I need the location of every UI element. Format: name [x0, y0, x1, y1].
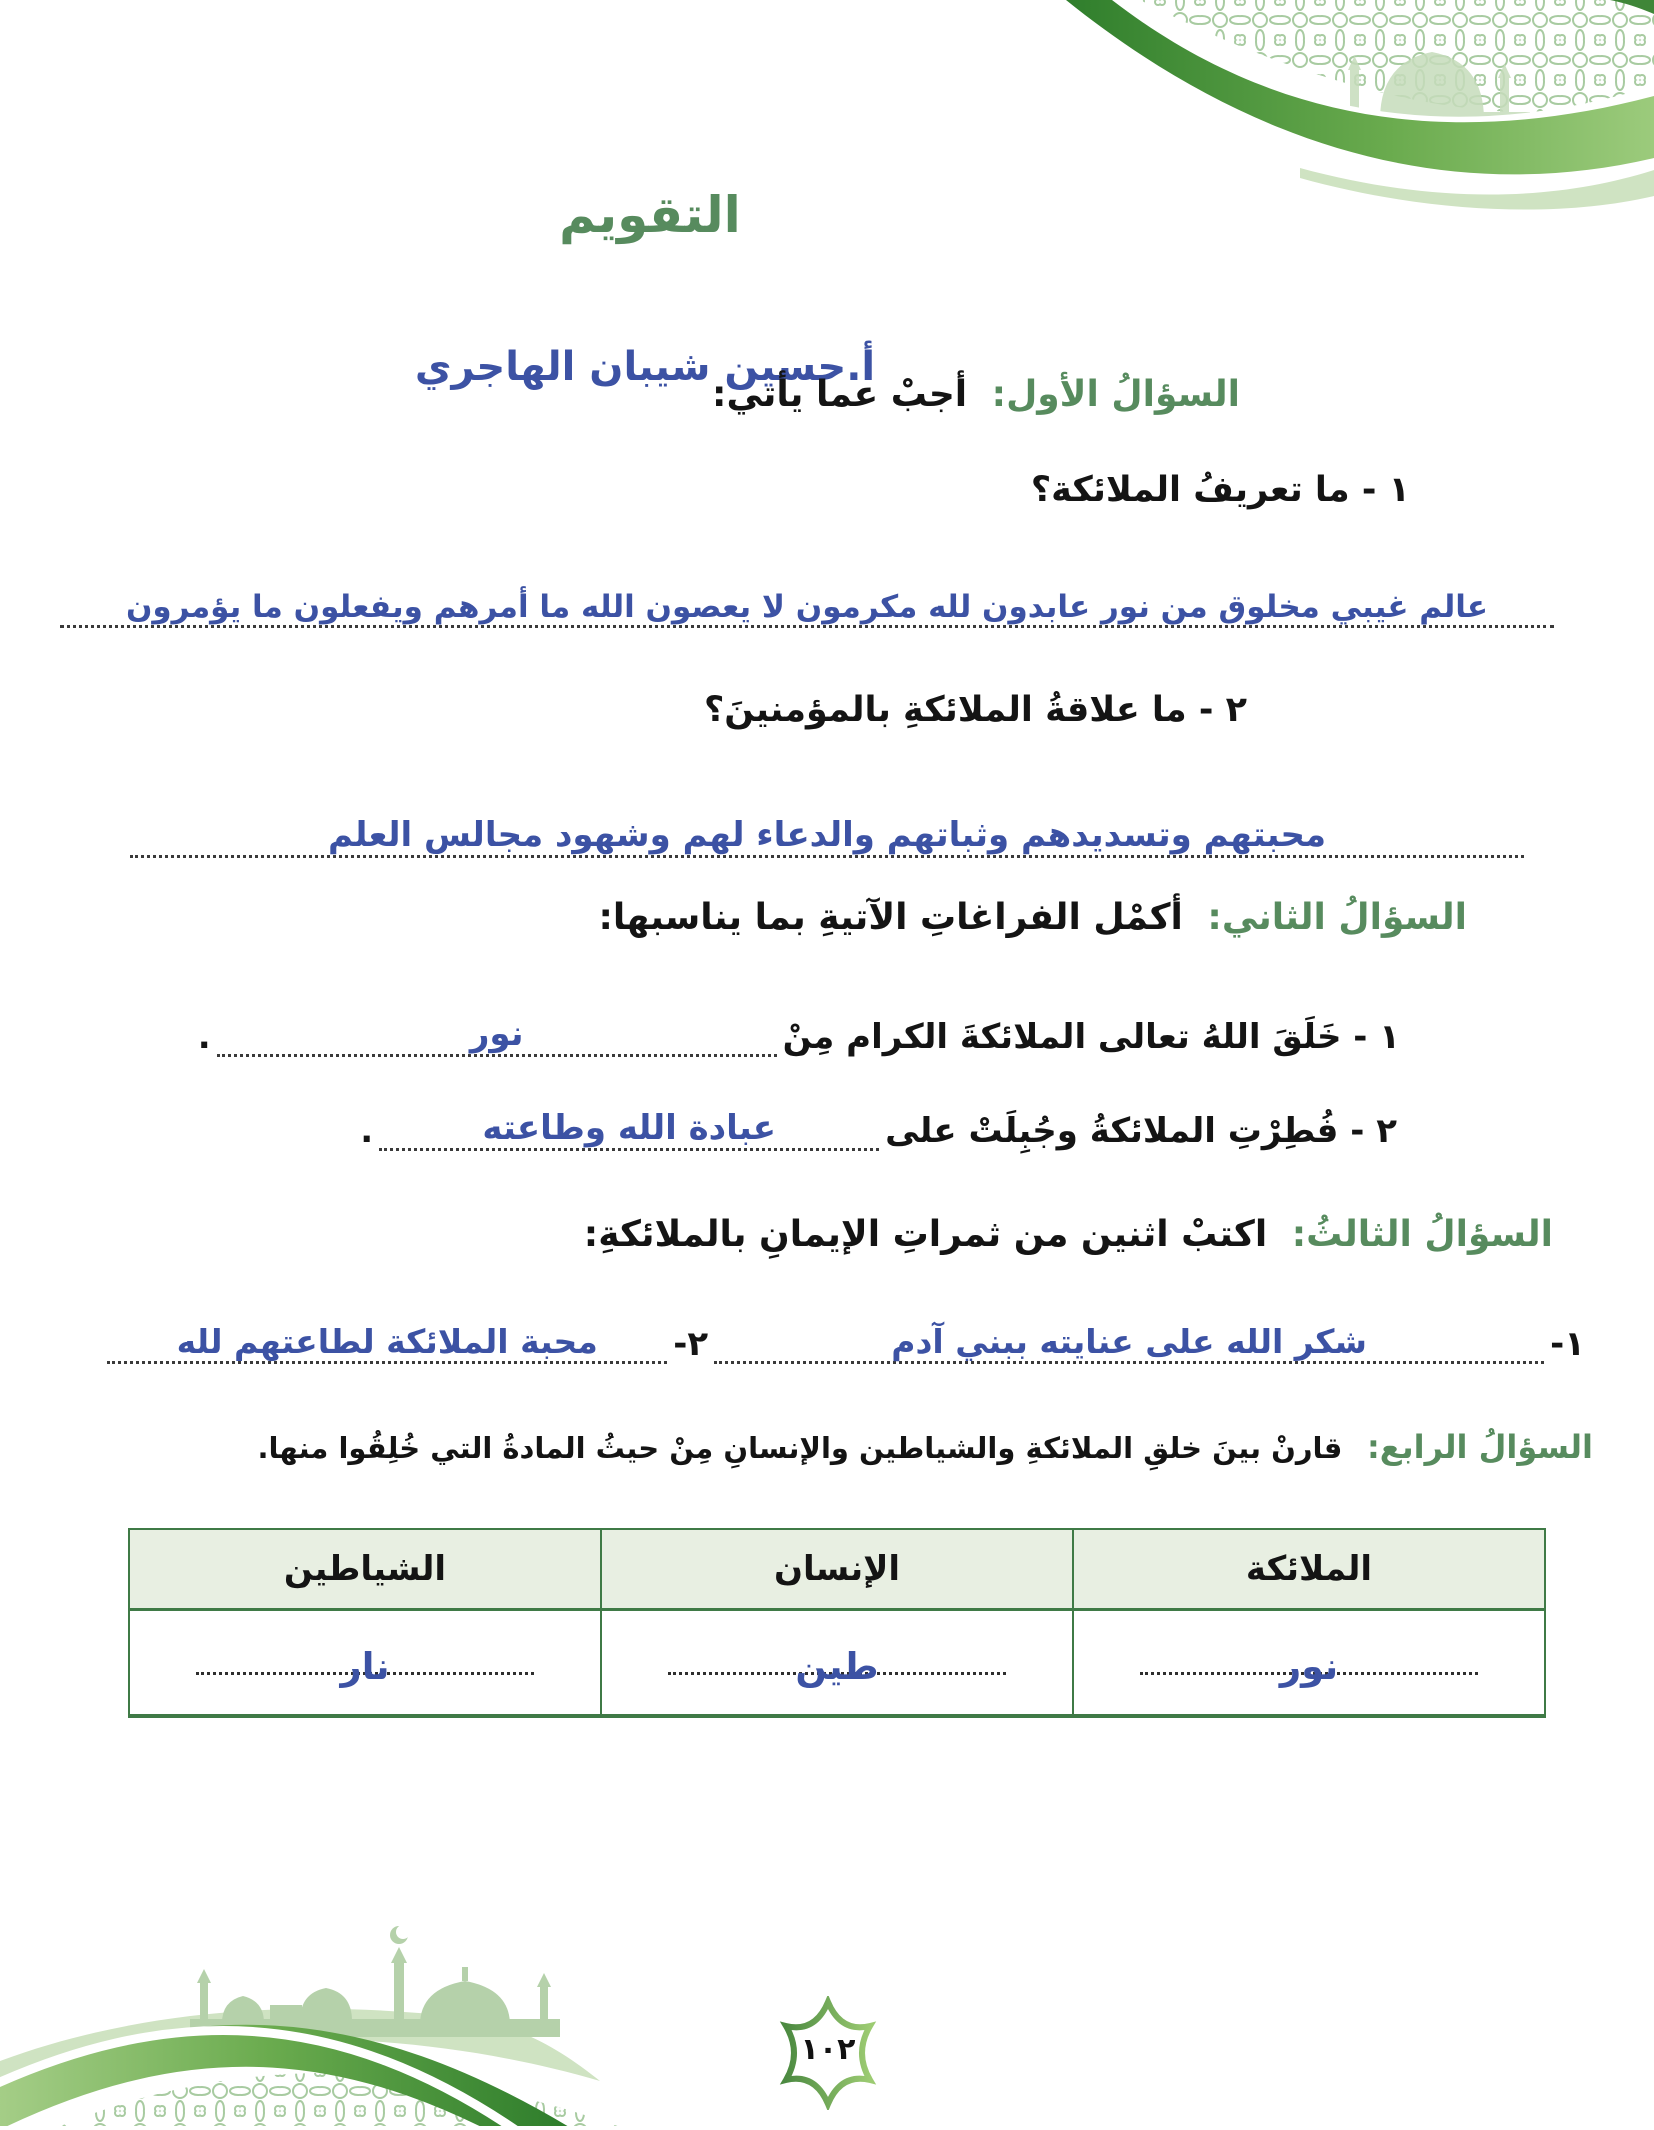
table-cell-devils — [129, 1609, 601, 1716]
table-cell-human — [601, 1609, 1073, 1716]
table-answer-devils: نار — [340, 1644, 390, 1688]
question4-header — [258, 1426, 1593, 1467]
q1-item1-answer-line — [60, 550, 1554, 628]
page-number: ١٠٢ — [800, 2031, 856, 2067]
question1-header — [712, 374, 1240, 415]
q1-item1-answer: عالم غيبي مخلوق من نور عابدون لله مكرمون لا يعصون الله ما أمرهم ويفعلون ما يؤمرون — [125, 589, 1489, 625]
question1-label: السؤالُ الأول: — [991, 374, 1240, 415]
table-header-human: الإنسان — [601, 1529, 1073, 1609]
comparison-table-answer-row — [129, 1609, 1545, 1716]
islamic-swoosh-mosque-icon — [0, 1911, 660, 2126]
table-answer-human: طين — [795, 1644, 879, 1688]
corner-ornament-bottom-left — [0, 1911, 660, 2126]
islamic-swoosh-icon — [1000, 0, 1654, 220]
q3-item2-answer: محبة الملائكة لطاعتهم لله — [176, 1322, 598, 1361]
table-header-angels: الملائكة — [1073, 1529, 1545, 1609]
q2-fill1-answer: نور — [469, 1014, 524, 1054]
table-blank-angels — [1140, 1629, 1478, 1688]
corner-ornament-top-right — [1000, 0, 1654, 220]
q3-item1-blank — [714, 1322, 1544, 1364]
q2-fill2-line — [360, 1108, 1397, 1151]
q2-fill1-text: ١ - خَلَقَ اللهُ تعالى الملائكةَ الكرام مِنْ — [782, 1017, 1400, 1057]
comparison-table-header-row — [129, 1529, 1545, 1609]
table-cell-angels — [1073, 1609, 1545, 1716]
table-blank-human — [668, 1629, 1006, 1688]
q2-fill2-period: . — [360, 1111, 374, 1151]
table-answer-angels: نور — [1279, 1644, 1339, 1688]
question3-header — [584, 1214, 1553, 1255]
q3-item2-number: ٢- — [673, 1324, 709, 1364]
table-header-devils: الشياطين — [129, 1529, 601, 1609]
question3-prompt: اكتبْ اثنين من ثمراتِ الإيمانِ بالملائكةِ: — [583, 1214, 1268, 1255]
crescent-cut — [396, 1925, 410, 1939]
q1-item2-answer-line — [130, 782, 1524, 858]
mosque-icon — [190, 1926, 560, 2037]
q3-item1-answer: شكر الله على عنايته ببني آدم — [891, 1322, 1367, 1361]
page-number-badge — [778, 1996, 878, 2110]
q2-fill2-blank — [379, 1108, 879, 1151]
q1-item2-answer: محبتهم وتسديدهم وثباتهم والدعاء لهم وشهود مجالس العلم — [328, 815, 1327, 855]
table-blank-devils — [196, 1629, 534, 1688]
question2-prompt: أكمْل الفراغاتِ الآتيةِ بما يناسبها: — [598, 897, 1183, 938]
question1-prompt: أجبْ عما يأتي: — [712, 374, 968, 415]
comparison-table — [128, 1528, 1546, 1718]
q2-fill2-answer: عبادة الله وطاعته — [482, 1108, 776, 1148]
question3-label: السؤالُ الثالثُ: — [1291, 1214, 1553, 1255]
page-title: التقويم — [559, 186, 741, 244]
q1-item2-text: ٢ - ما علاقةُ الملائكةِ بالمؤمنينَ؟ — [703, 690, 1247, 730]
q2-fill2-text: ٢ - فُطِرْتِ الملائكةُ وجُبِلَتْ على — [885, 1111, 1397, 1151]
q1-item1-text: ١ - ما تعريفُ الملائكة؟ — [1030, 470, 1410, 510]
q2-fill1-period: . — [197, 1017, 211, 1057]
q3-item1-number: ١- — [1550, 1324, 1585, 1364]
q3-item2-blank — [107, 1322, 667, 1364]
question2-label: السؤالُ الثاني: — [1207, 897, 1467, 938]
q2-fill1-blank — [217, 1014, 777, 1057]
author-name: أ.حسين شيبان الهاجري — [414, 344, 876, 390]
question2-header — [599, 897, 1467, 938]
q2-fill1-line — [198, 1014, 1400, 1057]
question4-label: السؤالُ الرابع: — [1366, 1428, 1593, 1466]
q3-answers-line — [101, 1322, 1585, 1364]
question4-prompt: قارنْ بينَ خلقِ الملائكةِ والشياطين والإنسانِ مِنْ حيثُ المادةُ التي خُلِقُوا منها. — [257, 1431, 1343, 1465]
